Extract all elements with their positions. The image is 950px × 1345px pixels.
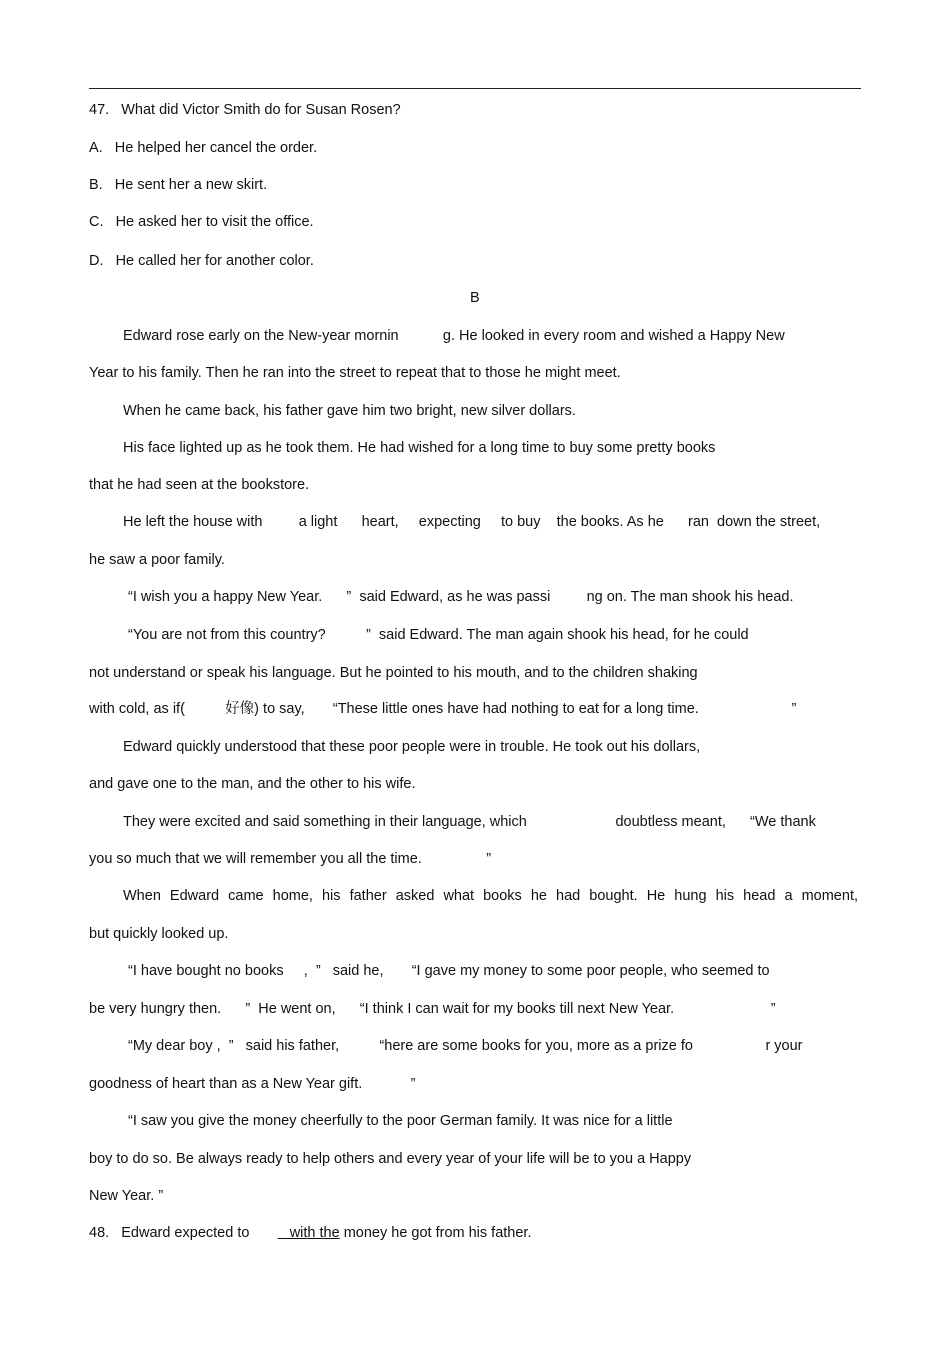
passage-line: “I saw you give the money cheerfully to the poor German family. It was nice for a little bbox=[128, 1113, 673, 1129]
option-c: C. He asked her to visit the office. bbox=[89, 214, 314, 230]
passage-line: Year to his family. Then he ran into the street to repeat that to those he might meet. bbox=[89, 365, 621, 381]
passage-line: “I have bought no books , ” said he, “I gave my money to some poor people, who seemed to bbox=[128, 963, 770, 979]
passage-line: you so much that we will remember you all the time. ” bbox=[89, 851, 492, 867]
question-48-suffix: money he got from his father. bbox=[339, 1225, 532, 1241]
passage-line: with cold, as if( 好像) to say, “These little ones have had nothing to eat for a long time. ” bbox=[89, 701, 797, 717]
answer-blank: with the bbox=[277, 1225, 340, 1241]
passage-line: When he came back, his father gave him two bright, new silver dollars. bbox=[123, 403, 576, 419]
passage-line: he saw a poor family. bbox=[89, 552, 225, 568]
passage-line: New Year. ” bbox=[89, 1188, 164, 1204]
passage-line: boy to do so. Be always ready to help others and every year of your life will be to you a Happy bbox=[89, 1151, 692, 1167]
option-a: A. He helped her cancel the order. bbox=[89, 140, 318, 156]
passage-line: “I wish you a happy New Year. ” said Edward, as he was passi ng on. The man shook his head. bbox=[128, 589, 794, 605]
option-d: D. He called her for another color. bbox=[89, 253, 314, 269]
question-48-prefix: 48. Edward expected to bbox=[89, 1225, 278, 1241]
passage-line: not understand or speak his language. But he pointed to his mouth, and to the children shaking bbox=[89, 665, 698, 681]
passage-line: “My dear boy , ” said his father, “here are some books for you, more as a prize fo r your bbox=[128, 1038, 803, 1054]
section-label: B bbox=[470, 290, 480, 306]
passage-line: goodness of heart than as a New Year gift. ” bbox=[89, 1076, 416, 1092]
option-b: B. He sent her a new skirt. bbox=[89, 177, 268, 193]
passage-line: He left the house with a light heart, expecting to buy the books. As he ran down the street, bbox=[123, 514, 821, 530]
question-47: 47. What did Victor Smith do for Susan Rosen? bbox=[89, 102, 401, 118]
passage-line: be very hungry then. ” He went on, “I think I can wait for my books till next New Year. ” bbox=[89, 1001, 776, 1017]
passage-line: “You are not from this country? ” said Edward. The man again shook his head, for he could bbox=[128, 627, 749, 643]
passage-line: and gave one to the man, and the other to his wife. bbox=[89, 776, 416, 792]
question-48 bbox=[89, 1224, 532, 1242]
passage-line: His face lighted up as he took them. He had wished for a long time to buy some pretty books bbox=[123, 440, 716, 456]
header-rule bbox=[89, 88, 861, 89]
passage-line: but quickly looked up. bbox=[89, 926, 229, 942]
passage-line: Edward rose early on the New-year mornin g. He looked in every room and wished a Happy New bbox=[123, 328, 785, 344]
passage-line: When Edward came home, his father asked what books he had bought. He hung his head a moment, bbox=[123, 888, 858, 904]
passage-line: They were excited and said something in their language, which doubtless meant, “We thank bbox=[123, 814, 816, 830]
passage-line: Edward quickly understood that these poor people were in trouble. He took out his dollars, bbox=[123, 739, 701, 755]
passage-line: that he had seen at the bookstore. bbox=[89, 477, 310, 493]
